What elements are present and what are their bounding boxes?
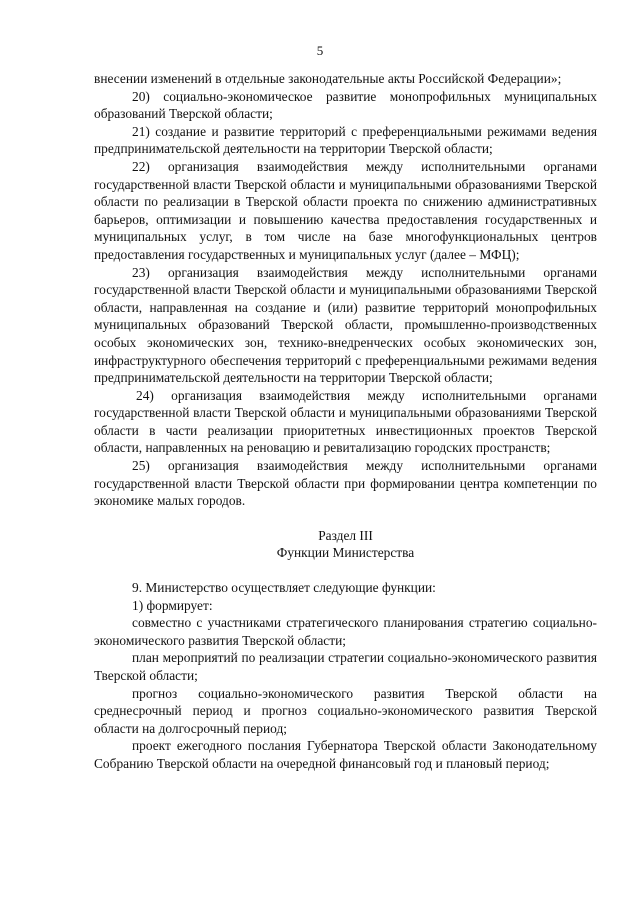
paragraph-item-22: 22) организация взаимодействия между исполнительными органами государственной власти Тверской области и муниципальными образованиями Тверской области по реализации в Тверской области проекта по снижению административных барьеров, оптимизации и повышению качества предоставления государственных и муниципальных услуг, в том числе на базе многофункциональных центров предоставления государственных и муниципальных услуг (далее – МФЦ); [94, 158, 597, 262]
paragraph-clause-9: 9. Министерство осуществляет следующие функции: [132, 580, 436, 596]
page-number: 5 [316, 43, 324, 58]
document-body [94, 70, 597, 773]
paragraph-forecast: прогноз социально-экономического развития Тверской области на среднесрочный период и прогноз социально-экономического развития Тверской области на долгосрочный период; [94, 685, 597, 736]
paragraph-item-25: 25) организация взаимодействия между исполнительными органами государственной власти Тверской области при формировании центра компетенции по экономике малых городов. [94, 458, 597, 509]
section-heading-number: Раздел III [318, 527, 373, 543]
paragraph-item-24: 24) организация взаимодействия между исполнительными органами государственной власти Тверской области и муниципальными образованиями Тверской области в части реализации приоритетных инвестиционных проектов Тверской области, направленных на реновацию и ревитализацию городских пространств; [94, 387, 597, 456]
section-spacer [94, 510, 597, 527]
paragraph-item-21: 21) создание и развитие территорий с преференциальными режимами ведения предпринимательской деятельности на территории Тверской области; [94, 123, 597, 157]
paragraph-subitem-1: 1) формирует: [132, 597, 213, 613]
paragraph-action-plan: план мероприятий по реализации стратегии социально-экономического развития Тверской области; [94, 650, 597, 683]
paragraph-governor-address: проект ежегодного послания Губернатора Тверской области Законодательному Собранию Тверской области на очередной финансовый год и плановый период; [94, 738, 597, 771]
section-spacer [94, 562, 597, 579]
paragraph-item-23: 23) организация взаимодействия между исполнительными органами государственной власти Тверской области и муниципальными образованиями Тверской области, направленная на создание и (или) развитие территорий монопрофильных муниципальных образований Тверской области, промышленно-производственных особых экономических зон, технико-внедренческих особых экономических зон, инфраструктурного обеспечения территорий с преференциальными режимами ведения предпринимательской деятельности на территории Тверской области; [94, 264, 597, 386]
paragraph-federal-law-ending: внесении изменений в отдельные законодательные акты Российской Федерации»; [94, 71, 562, 86]
section-heading-title: Функции Министерства [276, 545, 415, 561]
paragraph-item-20: 20) социально-экономическое развитие монопрофильных муниципальных образований Тверской области; [94, 88, 597, 122]
paragraph-strategy: совместно с участниками стратегического планирования стратегию социально-экономического развития Тверской области; [94, 615, 597, 648]
